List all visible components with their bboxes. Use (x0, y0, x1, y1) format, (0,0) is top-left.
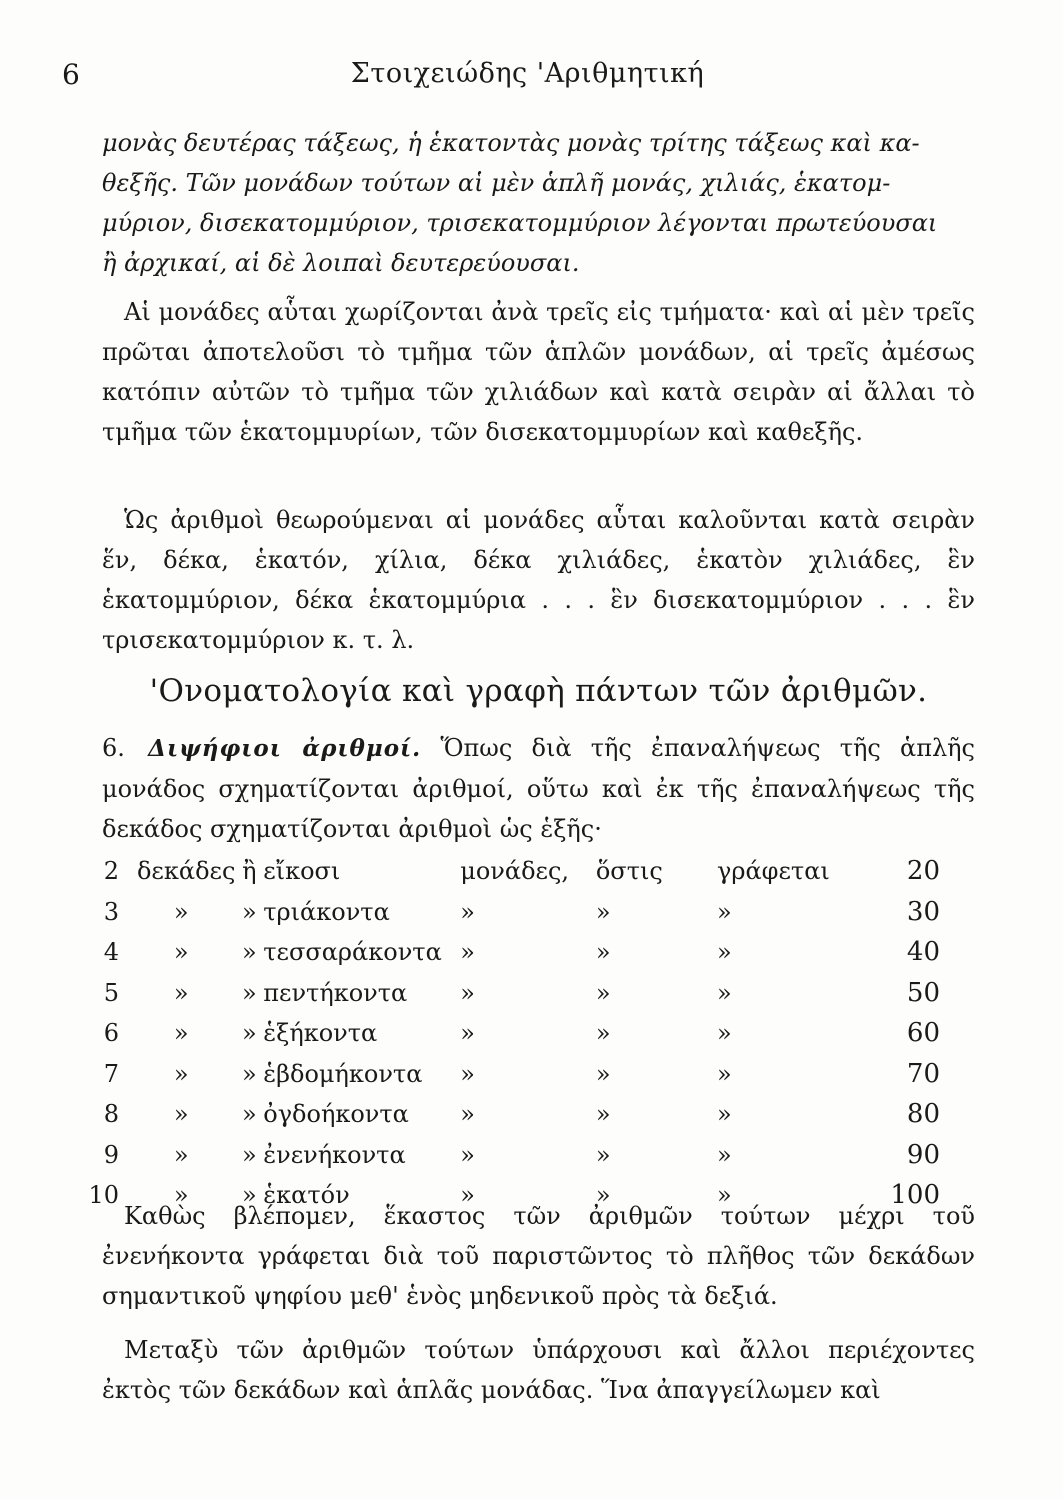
table-row (70, 973, 940, 1014)
table-row (70, 1135, 940, 1176)
paragraph-numbers (102, 500, 975, 660)
ditto-mark: » (460, 938, 475, 967)
ditto-mark: » (241, 1181, 257, 1210)
row-number: 2 (103, 857, 119, 886)
row-unit: δεκάδες (136, 857, 236, 886)
row-value: 20 (906, 856, 940, 887)
paragraph-6 (102, 728, 975, 849)
ditto-mark: » (717, 897, 732, 926)
paragraph-text: Ὅπως διὰ τῆς ἐπαναλήψεως τῆς ἁπλῆς μονάδος σχηματίζονται ἀριθμοί, οὕτω καὶ ἐκ τῆς ἐπαναλήψεως τῆς δεκάδος σχηματίζονται ἀριθμοὶ ὡς ἑξῆς· (102, 734, 975, 843)
ditto-mark: » (460, 1140, 475, 1169)
table-row (70, 1094, 940, 1135)
row-word: πεντήκοντα (263, 978, 408, 1007)
ditto-mark: » (595, 978, 611, 1007)
ditto-mark: » (595, 938, 611, 967)
row-number: 7 (103, 1059, 119, 1088)
paragraph-subheading: Διψήφιοι ἀριθμοί. (148, 735, 422, 762)
closing-paragraphs (102, 1196, 975, 1410)
text-line: ἢ ἀρχικαί, αἱ δὲ λοιπαὶ δευτερεύουσαι. (102, 249, 580, 277)
row-value: 50 (906, 977, 940, 1008)
ditto-mark: » (173, 1181, 189, 1210)
ditto-mark: » (173, 1100, 189, 1129)
ditto-mark: » (460, 1181, 475, 1210)
ditto-mark: » (241, 1140, 257, 1169)
ditto-mark: » (595, 897, 611, 926)
paragraph-number: 6. (102, 734, 125, 762)
row-number: 5 (103, 978, 119, 1007)
row-value: 80 (906, 1099, 940, 1130)
section-title: 'Ονοματολογία καὶ γραφὴ πάντων τῶν ἀριθμῶν. (149, 673, 928, 709)
paragraph-text: Καθὼς βλέπομεν, ἕκαστος τῶν ἀριθμῶν τούτων μέχρι τοῦ ἐνενήκοντα γράφεται διὰ τοῦ παριστῶντος τὸ πλῆθος τῶν δεκάδων σημαντικοῦ ψηφίου μεθ' ἑνὸς μηδενικοῦ πρὸς τὰ δεξιά. (102, 1202, 975, 1310)
ditto-mark: » (460, 1059, 475, 1088)
row-value: 30 (906, 896, 940, 927)
row-word: ἐνενήκοντα (263, 1140, 406, 1169)
row-number: 3 (103, 897, 119, 926)
ditto-mark: » (460, 978, 475, 1007)
row-word: τριάκοντα (263, 897, 390, 926)
ditto-mark: » (595, 1059, 611, 1088)
ditto-mark: » (241, 1100, 257, 1129)
ditto-mark: » (460, 1019, 475, 1048)
row-word: ἑκατόν (263, 1181, 350, 1210)
row-value: 90 (906, 1139, 940, 1170)
tens-table (70, 851, 940, 1216)
table-row (70, 1013, 940, 1054)
ditto-mark: » (460, 1100, 475, 1129)
paragraph-text: Αἱ μονάδες αὗται χωρίζονται ἀνὰ τρεῖς εἰς τμήματα· καὶ αἱ μὲν τρεῖς πρῶται ἀποτελοῦσι τὸ τμῆμα τῶν ἁπλῶν μονάδων, αἱ τρεῖς ἀμέσως κατόπιν αὐτῶν τὸ τμῆμα τῶν χιλιάδων καὶ κατὰ σειρὰν αἱ ἄλλαι τὸ τμῆμα τῶν ἑκατομμυρίων, τῶν δισεκατομμυρίων καὶ καθεξῆς. (102, 298, 975, 446)
ditto-mark: » (717, 1140, 732, 1169)
ditto-mark: » (173, 1059, 189, 1088)
ditto-mark: » (241, 978, 257, 1007)
ditto-mark: » (173, 978, 189, 1007)
row-word: ἑβδομήκοντα (263, 1059, 423, 1088)
row-value: 40 (906, 937, 940, 968)
ditto-mark: » (717, 1059, 732, 1088)
row-or: ἢ (242, 857, 257, 886)
table-row (70, 851, 940, 892)
running-title: Στοιχειώδης 'Αριθμητική (350, 58, 705, 89)
paragraph-text: Ὡς ἀριθμοὶ θεωρούμεναι αἱ μονάδες αὗται καλοῦνται κατὰ σειρὰν ἕν, δέκα, ἑκατόν, χίλια, δέκα χιλιάδες, ἑκατὸν χιλιάδες, ἓν ἑκατομμύριον, δέκα ἑκατομμύρια . . . ἓν δισεκατομμύριον . . . ἓν τρισεκατομμύριον κ. τ. λ. (102, 506, 975, 654)
ditto-mark: » (595, 1019, 611, 1048)
ditto-mark: » (717, 938, 732, 967)
ditto-mark: » (460, 897, 475, 926)
ditto-mark: » (595, 1100, 611, 1129)
table-row (70, 1054, 940, 1095)
row-number: 6 (103, 1019, 119, 1048)
page-header (62, 58, 993, 98)
paragraph-groups (102, 292, 975, 452)
text-line: μονὰς δευτέρας τάξεως, ἡ ἑκατοντὰς μονὰς τρίτης τάξεως καὶ κα- (102, 129, 920, 157)
ditto-mark: » (173, 1140, 189, 1169)
table-row (70, 892, 940, 933)
intro-paragraph (102, 123, 975, 283)
row-word: εἴκοσι (263, 857, 341, 886)
ditto-mark: » (595, 1140, 611, 1169)
row-number: 8 (103, 1100, 119, 1129)
row-number: 9 (103, 1140, 119, 1169)
ditto-mark: » (717, 1019, 732, 1048)
ditto-mark: » (241, 1059, 257, 1088)
ditto-mark: » (595, 1181, 611, 1210)
ditto-mark: » (717, 1100, 732, 1129)
page-number: 6 (62, 58, 80, 91)
ditto-mark: » (717, 1181, 732, 1210)
row-value: 70 (906, 1058, 940, 1089)
ditto-mark: » (241, 897, 257, 926)
row-value: 60 (906, 1018, 940, 1049)
ditto-mark: » (173, 938, 189, 967)
row-word: ὀγδοήκοντα (263, 1100, 409, 1129)
row-word: ἑξήκοντα (263, 1019, 378, 1048)
row-verb: γράφεται (717, 857, 830, 886)
row-number: 10 (88, 1181, 119, 1210)
row-word: τεσσαράκοντα (263, 938, 442, 967)
paragraph-text: Μεταξὺ τῶν ἀριθμῶν τούτων ὑπάρχουσι καὶ ἄλλοι περιέχοντες ἐκτὸς τῶν δεκάδων καὶ ἁπλᾶς μονάδας. Ἵνα ἀπαγγείλωμεν καὶ (102, 1336, 975, 1404)
ditto-mark: » (717, 978, 732, 1007)
text-line: θεξῆς. Τῶν μονάδων τούτων αἱ μὲν ἁπλῆ μονάς, χιλιάς, ἑκατομ- (102, 169, 891, 197)
row-number: 4 (103, 938, 119, 967)
row-written: ὅστις (595, 857, 663, 886)
text-line: μύριον, δισεκατομμύριον, τρισεκατομμύριον λέγονται πρωτεύουσαι (102, 209, 938, 237)
ditto-mark: » (241, 1019, 257, 1048)
row-units: μονάδες, (460, 857, 570, 886)
ditto-mark: » (173, 897, 189, 926)
table-row (70, 932, 940, 973)
ditto-mark: » (241, 938, 257, 967)
ditto-mark: » (173, 1019, 189, 1048)
row-value: 100 (890, 1180, 940, 1211)
